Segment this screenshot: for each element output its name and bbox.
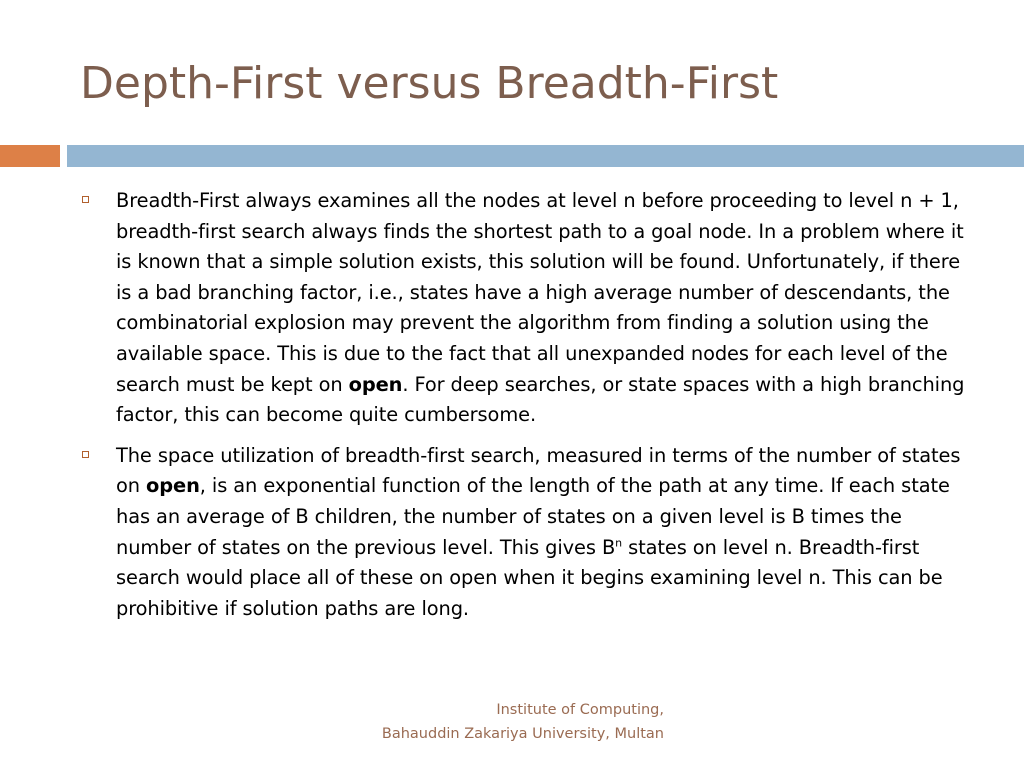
accent-bar-blue (67, 145, 1024, 167)
bullet-text-segment: , is an exponential function of the length of the path at any time. If each state has an average of B children, the number of states on a given level is B times the number of states on the previous level. This gives B (116, 474, 950, 559)
bullet-text-segment: states on level n. Breadth-first search would place all of these on open when it begins examining level n. This can be prohibitive if solution paths are long. (116, 535, 943, 620)
bullet-item-breadth-first (80, 186, 980, 431)
hollow-square-bullet-icon (82, 196, 89, 203)
bold-keyword-open: open (348, 372, 403, 396)
bullet-text-segment: The space utilization of breadth-first search, measured in terms of the number of states on (116, 443, 961, 498)
footer-institution (382, 698, 664, 746)
bullet-text-segment: . For deep searches, or state spaces with a high branching factor, this can become quite cumbersome. (116, 372, 965, 427)
bullet-text (116, 186, 980, 431)
superscript-n: n (615, 536, 623, 550)
footer-line-institute: Institute of Computing, (496, 702, 664, 718)
accent-bar-orange (0, 145, 60, 167)
bullet-list (80, 186, 980, 634)
bullet-text (116, 441, 980, 625)
bold-keyword-open: open (146, 474, 200, 498)
hollow-square-bullet-icon (82, 451, 89, 458)
bullet-text-segment: Breadth-First always examines all the nodes at level n before proceeding to level n + 1, breadth-first search always finds the shortest path to a goal node. In a problem where it is known that a simple solution exists, this solution will be found. Unfortunately, if there is a bad branching factor, i.e., states have a high average number of descendants, the combinatorial explosion may prevent the algorithm from finding a solution using the available space. This is due to the fact that all unexpanded nodes for each level of the search must be kept on (116, 189, 964, 396)
footer-line-university: Bahauddin Zakariya University, Multan (381, 726, 664, 742)
bullet-item-space-utilization (80, 441, 980, 625)
slide-title: Depth-First versus Breadth-First (80, 58, 779, 109)
